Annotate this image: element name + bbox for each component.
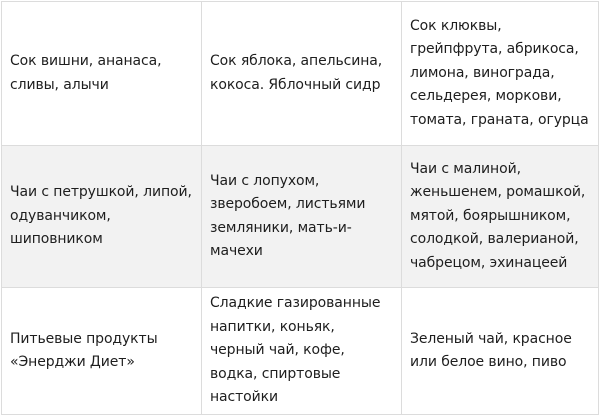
table-cell: Питьевые продукты «Энерджи Диет»: [2, 288, 202, 415]
table-cell: Чаи с лопухом, зверобоем, листьями земляники, мать-и-мачехи: [202, 146, 402, 288]
table-cell: Сладкие газированные напитки, коньяк, черный чай, кофе, водка, спиртовые настойки: [202, 288, 402, 415]
table-row: [2, 146, 599, 288]
table-cell: Зеленый чай, красное или белое вино, пиво: [402, 288, 599, 415]
table-row: [2, 2, 599, 146]
table-cell: Чаи с малиной, женьшенем, ромашкой, мятой, боярышником, солодкой, валерианой, чабрецом, эхинацеей: [402, 146, 599, 288]
table-cell: Сок вишни, ананаса, сливы, алычи: [2, 2, 202, 146]
table-cell: Чаи с петрушкой, липой, одуванчиком, шиповником: [2, 146, 202, 288]
table-cell: Сок яблока, апельсина, кокоса. Яблочный сидр: [202, 2, 402, 146]
drinks-table: [1, 1, 599, 415]
table-row: [2, 288, 599, 415]
table-cell: Сок клюквы, грейпфрута, абрикоса, лимона, винограда, сельдерея, моркови, томата, граната, огурца: [402, 2, 599, 146]
